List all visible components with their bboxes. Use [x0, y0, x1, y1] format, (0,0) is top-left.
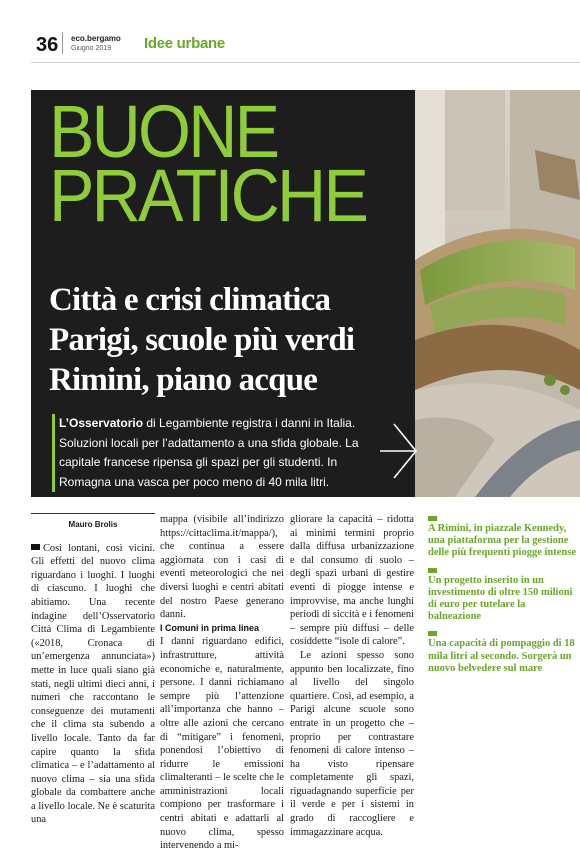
article-paragraph: mappa (visibile all’indirizzo https://cittaclima.it/mappa/), che continua a essere aggiornata con i casi di eventi meteorologici che nei diversi luoghi e centri abitati del nostro Paese generano danni.	[160, 514, 284, 621]
issue-date: Giugno 2019	[71, 45, 112, 52]
summary-accent-bar	[52, 414, 55, 492]
article-paragraph: Così lontani, così vicini. Gli effetti del nuovo clima riguardano i luoghi. I luoghi di ciascuno. I luoghi che abitiamo. Una recente indagine dell’Osservatorio Città Clima di Legambiente («2018, Cronaca di un’emergenza annunciata») mette in luce quali siano già stati, negli ultimi dieci anni, i numeri che raccontano le conseguenze dei mutamenti che il clima sta subendo a livello locale. Tanto da far capire quanto la sfida climatica – e l’adattamento al nuovo clima – sia una sfida globale da combattere anche a livello locale. Ne è scaturita una	[31, 542, 155, 826]
article-subhead: I Comuni in prima linea	[160, 622, 260, 633]
sidebar-item-text: A Rimini, in piazzale Kennedy, una piattaforma per la gestione delle più frequenti piogge intense	[428, 523, 576, 559]
section-title: Idee urbane	[144, 35, 225, 52]
article-paragraph: gliorare la capacità – ridotta ai minimi termini proprio dalla diffusa urbanizzazione e dal consumo di suolo – degli spazi urbani di gestire eventi di piogge intense e improvvise, ma anche lunghi periodi di siccità e i fenomeni – sempre più diffusi – delle cosiddette “isole di calore”.	[290, 514, 414, 648]
headline-line: Città e crisi climatica	[49, 282, 331, 318]
header-divider	[62, 32, 63, 54]
paragraph-marker-icon	[31, 544, 40, 550]
headline-line: Parigi, scuole più verdi	[49, 322, 355, 358]
author-byline: Mauro Brolis	[68, 520, 118, 529]
green-marker-icon	[428, 516, 437, 521]
byline-rule	[31, 513, 155, 514]
sidebar-captions	[428, 516, 580, 683]
summary-text	[59, 414, 379, 492]
brand-name: eco.bergamo	[71, 34, 121, 43]
article-column-1	[31, 513, 155, 827]
kicker-line: PRATICHE	[49, 154, 367, 237]
arrow-right-icon	[376, 416, 420, 486]
kicker-title	[49, 90, 367, 237]
article-paragraph: Le azioni spesso sono appunto ben localizzate, fino al livello del singolo quartiere. Così, ad esempio, a Parigi alcune scuole sono entrate in un progetto che – proprio per contrastare fenomeni di calore intenso – ha visto ripensare completamente gli spazi, riguadagnando superficie per il verde e per i sistemi in grado di raccogliere e immagazzinare acqua.	[290, 649, 414, 838]
page-number: 36	[36, 34, 59, 56]
sidebar-item-text: Un progetto inserito in un investimento di oltre 150 milioni di euro per tutelare la balneazione	[428, 574, 573, 623]
kicker-line: BUONE	[49, 90, 278, 173]
rooftop-garden-photo	[415, 90, 580, 497]
summary-lead: L’Osservatorio	[59, 416, 144, 430]
page-header	[0, 0, 580, 82]
headline	[49, 280, 354, 400]
sidebar-item	[428, 631, 580, 675]
green-marker-icon	[428, 631, 437, 636]
hero-banner	[31, 90, 580, 497]
sidebar-item	[428, 568, 580, 624]
header-rule	[31, 62, 580, 63]
article-column-2	[160, 513, 284, 853]
article-paragraph: I danni riguardano edifici, infrastrutture, attività economiche e, naturalmente, persone. I danni richiamano sempre più l’attenzione all’importanza che hanno – oltre alle azioni che cercano di “mitigare” i fenomeni, ponendosi l’obiettivo di ridurre le emissioni climalteranti – le scelte che le amministrazioni locali compiono per trasformare i centri abitati e adattarli al nuovo clima, spesso intervenendo a mi-	[160, 636, 284, 852]
sidebar-item	[428, 516, 580, 560]
sidebar-item-text: Una capacità di pompaggio di 18 mila litri al secondo. Sorgerà un nuovo belvedere sul mare	[428, 638, 575, 674]
green-marker-icon	[428, 568, 437, 573]
article-column-3	[290, 513, 414, 839]
headline-line: Rimini, piano acque	[49, 362, 318, 398]
summary-body: di Legambiente registra i danni in Italia. Soluzioni locali per l’adattamento a una sfida globale. La capitale francese ripensa gli spazi per gli studenti. In Romagna una vasca per poco meno di 40 mila litri.	[59, 416, 359, 489]
